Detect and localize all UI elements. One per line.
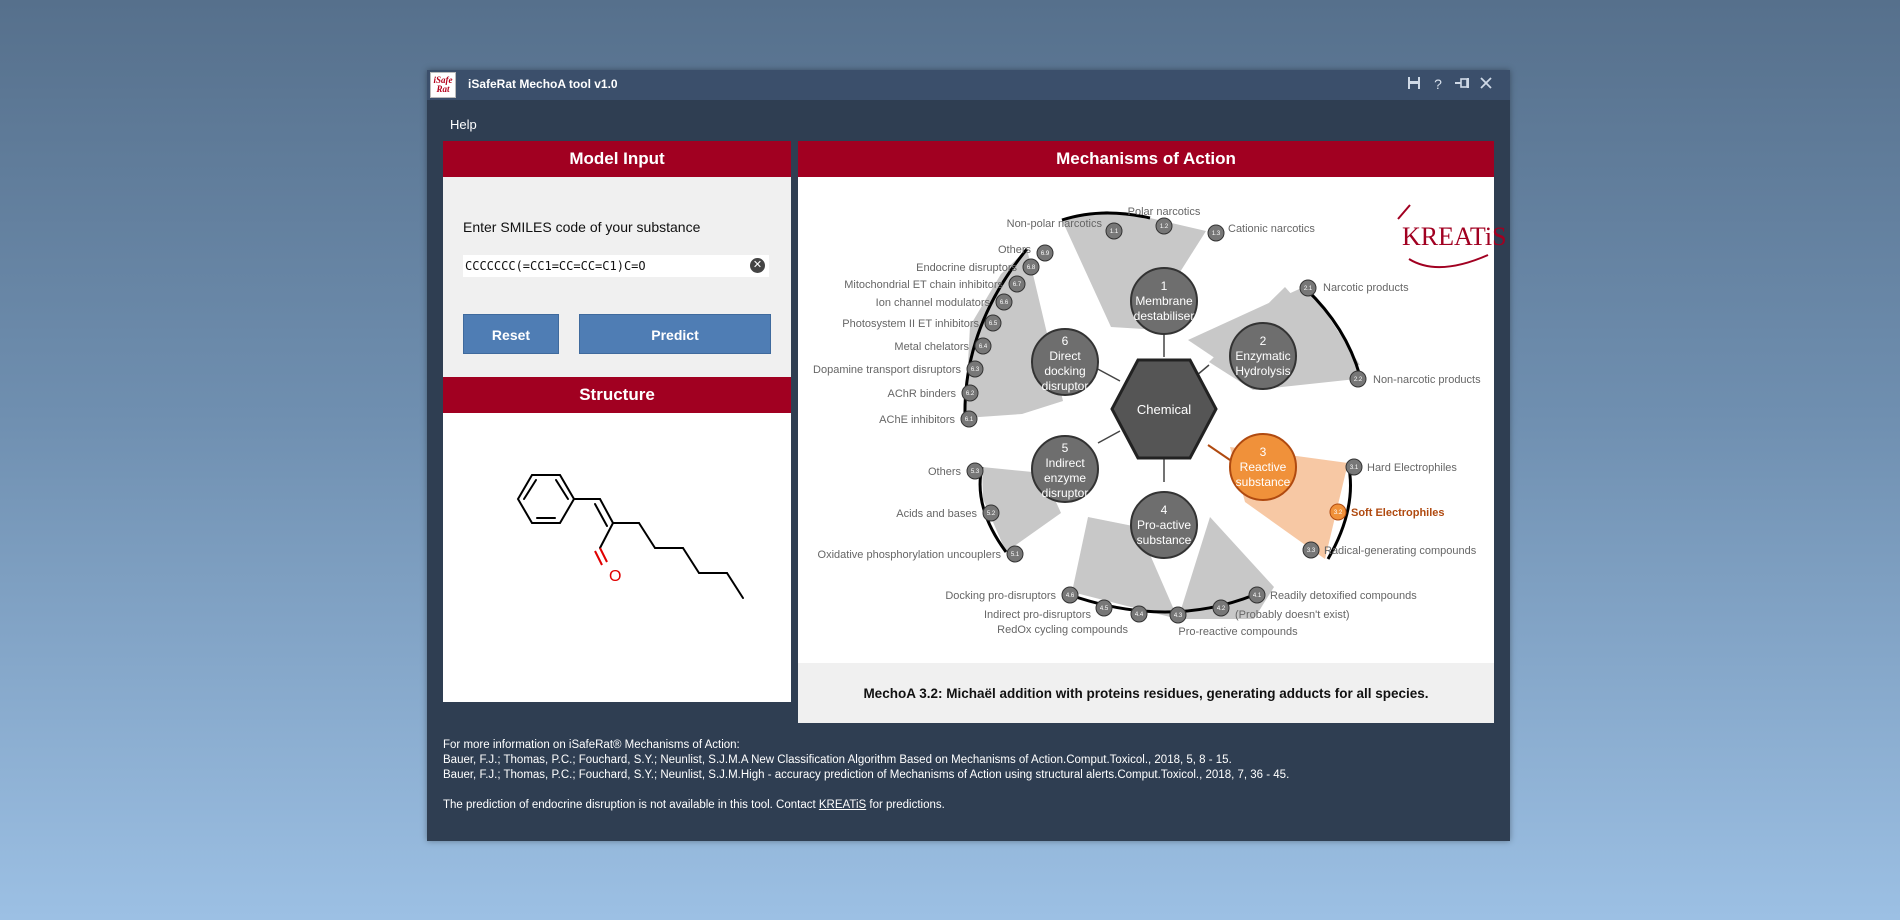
group-2-line2: Hydrolysis <box>1235 364 1291 378</box>
label-2-1: Narcotic products <box>1323 282 1409 294</box>
group-4-number: 4 <box>1160 503 1168 517</box>
group-5-line1: Indirect <box>1045 456 1085 470</box>
group-4[interactable] <box>1131 492 1197 558</box>
group-1[interactable] <box>1131 268 1197 334</box>
svg-text:4.5: 4.5 <box>1099 606 1109 612</box>
group-6-line2: docking <box>1044 364 1086 378</box>
badge-6-7[interactable] <box>1009 276 1025 292</box>
moa-header: Mechanisms of Action <box>798 141 1494 177</box>
group-6-line1: Direct <box>1049 349 1081 363</box>
group-6-line3: disruptor <box>1041 379 1089 393</box>
kreatis-logo <box>1398 205 1507 267</box>
ring-double-bond-1 <box>524 480 536 499</box>
svg-text:4.1: 4.1 <box>1252 593 1262 599</box>
svg-text:3.1: 3.1 <box>1349 465 1359 471</box>
footer-line-3: Bauer, F.J.; Thomas, P.C.; Fouchard, S.Y.; Neunlist, S.J.M.High - accuracy prediction of Mechanisms of Action using structural alerts.Comput.Toxicol., 2018, 7, 36 - 45. <box>443 769 1290 781</box>
badge-6-5[interactable] <box>985 315 1001 331</box>
label-6-5: Photosystem II ET inhibitors <box>842 318 979 330</box>
badge-4-2[interactable] <box>1213 600 1229 616</box>
svg-text:6.7: 6.7 <box>1012 282 1022 288</box>
svg-text:4.4: 4.4 <box>1134 612 1144 618</box>
footer-references <box>443 738 1289 813</box>
bond-chain-2 <box>639 523 655 548</box>
group-2-number: 2 <box>1259 334 1267 348</box>
bond-vinyl-double <box>600 499 613 523</box>
badge-5-2[interactable] <box>983 505 999 521</box>
badge-6-4[interactable] <box>975 338 991 354</box>
label-2-2: Non-narcotic products <box>1373 374 1481 386</box>
smiles-label: Enter SMILES code of your substance <box>463 219 701 235</box>
mechoa-caption-bar <box>798 663 1494 723</box>
label-3-1: Hard Electrophiles <box>1367 462 1457 474</box>
svg-text:5.3: 5.3 <box>970 469 980 475</box>
bond-carbonyl-2 <box>595 551 602 565</box>
badge-4-4[interactable] <box>1131 606 1147 622</box>
svg-text:2.2: 2.2 <box>1353 377 1363 383</box>
label-4-1: Readily detoxified compounds <box>1270 590 1417 602</box>
badge-6-1[interactable] <box>961 411 977 427</box>
group-3-line2: substance <box>1235 475 1291 489</box>
footer-line-4-pre: The prediction of endocrine disruption is not available in this tool. Contact <box>443 799 819 811</box>
app-logo <box>430 72 456 98</box>
label-6-1: AChE inhibitors <box>879 414 955 426</box>
group-1-line2: destabiliser <box>1133 309 1195 323</box>
footer-line-4 <box>443 798 1289 813</box>
svg-text:1.2: 1.2 <box>1159 224 1169 230</box>
help-icon[interactable]: ? <box>1434 76 1442 92</box>
badge-1-3[interactable] <box>1208 225 1224 241</box>
close-icon[interactable] <box>1478 76 1494 92</box>
label-6-4: Metal chelators <box>894 341 969 353</box>
label-5-2: Acids and bases <box>896 508 977 520</box>
label-1-1: Non-polar narcotics <box>1006 218 1102 230</box>
group-4-line2: substance <box>1136 533 1192 547</box>
bond-chain-4 <box>683 548 699 573</box>
link-5 <box>1098 431 1120 443</box>
label-6-9: Others <box>997 244 1031 256</box>
group-3[interactable] <box>1230 434 1296 500</box>
badge-6-2[interactable] <box>962 385 978 401</box>
svg-text:6.6: 6.6 <box>999 300 1009 306</box>
group-3-line1: Reactive <box>1239 460 1287 474</box>
svg-text:4.6: 4.6 <box>1065 593 1075 599</box>
footer-line-1: For more information on iSafeRat® Mechanisms of Action: <box>443 739 740 751</box>
group-5-line3: disruptor <box>1041 486 1089 500</box>
model-input-header: Model Input <box>443 141 791 177</box>
label-6-8: Endocrine disruptors <box>916 262 1017 274</box>
model-input-area <box>443 177 791 377</box>
badge-6-3[interactable] <box>967 361 983 377</box>
svg-text:5.1: 5.1 <box>1010 552 1020 558</box>
label-5-1: Oxidative phosphorylation uncouplers <box>817 549 1001 561</box>
bond-carbonyl-1 <box>600 548 607 562</box>
badge-4-1[interactable] <box>1249 587 1265 603</box>
left-panel <box>443 141 791 702</box>
svg-text:6.3: 6.3 <box>970 367 980 373</box>
logo-text-1: iSafe <box>433 75 453 85</box>
svg-text:6.5: 6.5 <box>988 321 998 327</box>
window-title: iSafeRat MechoA tool v1.0 <box>468 77 618 91</box>
group-2[interactable] <box>1230 323 1296 389</box>
badge-4-6[interactable] <box>1062 587 1078 603</box>
badge-3-1[interactable] <box>1346 459 1362 475</box>
title-bar <box>427 70 1510 100</box>
svg-text:3.3: 3.3 <box>1306 548 1316 554</box>
badge-6-8[interactable] <box>1023 259 1039 275</box>
label-6-6: Ion channel modulators <box>875 297 990 309</box>
predict-button[interactable]: Predict <box>579 314 771 354</box>
svg-text:6.2: 6.2 <box>965 391 975 397</box>
group-2-line1: Enzymatic <box>1235 349 1291 363</box>
svg-text:4.3: 4.3 <box>1173 613 1183 619</box>
smiles-field <box>463 255 769 277</box>
label-3-3: Radical-generating compounds <box>1324 545 1477 557</box>
badge-1-2[interactable] <box>1156 218 1172 234</box>
label-3-2: Soft Electrophiles <box>1351 507 1445 519</box>
label-4-5: Indirect pro-disruptors <box>984 609 1091 621</box>
badge-6-6[interactable] <box>996 294 1012 310</box>
label-6-7: Mitochondrial ET chain inhibitors <box>844 279 1003 291</box>
svg-text:6.8: 6.8 <box>1026 265 1036 271</box>
footer-spacer <box>443 783 1289 798</box>
badge-3-3[interactable] <box>1303 542 1319 558</box>
group-1-number: 1 <box>1160 279 1168 293</box>
group-1-line1: Membrane <box>1135 294 1193 308</box>
structure-header: Structure <box>443 377 791 413</box>
oxygen-atom-label: O <box>609 568 622 585</box>
badge-2-2[interactable] <box>1350 371 1366 387</box>
badge-3-2[interactable] <box>1330 504 1346 520</box>
label-1-2: Polar narcotics <box>1127 206 1201 218</box>
save-icon[interactable] <box>1406 76 1422 92</box>
mechoa-caption: MechoA 3.2: Michaël addition with proteins residues, generating adducts for all species. <box>863 686 1429 701</box>
group-3-number: 3 <box>1259 445 1267 459</box>
menu-bar <box>450 116 477 134</box>
group-6-number: 6 <box>1061 334 1069 348</box>
group-5-line2: enzyme <box>1043 471 1087 485</box>
svg-text:6.4: 6.4 <box>978 344 988 350</box>
footer-line-2: Bauer, F.J.; Thomas, P.C.; Fouchard, S.Y.; Neunlist, S.J.M.A New Classification Algorithm Based on Mechanisms of Action.Comput.Toxicol., 2018, 5, 8 - 15. <box>443 754 1232 766</box>
logo-text-2: Rat <box>436 84 450 94</box>
label-4-6: Docking pro-disruptors <box>945 590 1056 602</box>
badge-5-3[interactable] <box>967 463 983 479</box>
badge-4-5[interactable] <box>1096 600 1112 616</box>
pin-icon[interactable] <box>1454 76 1470 92</box>
group-6[interactable] <box>1032 329 1098 395</box>
group-4-line1: Pro-active <box>1136 518 1192 532</box>
menu-help[interactable]: Help <box>450 117 477 132</box>
group-5[interactable] <box>1032 436 1098 502</box>
ring-double-bond-2 <box>556 480 568 499</box>
structure-view <box>443 413 791 702</box>
svg-text:2.1: 2.1 <box>1303 286 1313 292</box>
benzene-ring <box>518 475 574 523</box>
label-4-2: (Probably doesn't exist) <box>1235 609 1350 621</box>
molecule-drawing <box>443 413 791 702</box>
badge-6-9[interactable] <box>1037 245 1053 261</box>
smiles-input[interactable] <box>465 255 735 277</box>
app-window <box>427 70 1510 841</box>
kreatis-logo-text: KREATiS <box>1402 222 1507 251</box>
right-panel <box>798 141 1507 702</box>
label-4-3: Pro-reactive compounds <box>1178 626 1298 638</box>
chemical-label: Chemical <box>1136 402 1192 417</box>
footer-line-4-post: for predictions. <box>866 799 945 811</box>
badge-5-1[interactable] <box>1007 546 1023 562</box>
svg-text:1.1: 1.1 <box>1109 229 1119 235</box>
badge-2-1[interactable] <box>1300 280 1316 296</box>
svg-text:3.2: 3.2 <box>1333 510 1343 516</box>
svg-text:6.1: 6.1 <box>964 417 974 423</box>
moa-diagram <box>798 177 1507 663</box>
badge-1-1[interactable] <box>1106 223 1122 239</box>
badge-4-3[interactable] <box>1170 607 1186 623</box>
label-6-3: Dopamine transport disruptors <box>813 364 961 376</box>
svg-text:4.2: 4.2 <box>1216 606 1226 612</box>
reset-button[interactable]: Reset <box>463 314 559 354</box>
title-icons <box>1406 76 1494 92</box>
svg-text:1.3: 1.3 <box>1211 231 1221 237</box>
moa-diagram-area <box>798 177 1507 663</box>
link-3 <box>1208 445 1230 460</box>
label-4-4: RedOx cycling compounds <box>997 624 1128 636</box>
svg-text:5.2: 5.2 <box>986 511 996 517</box>
bond-chain-6 <box>727 573 743 598</box>
group-5-number: 5 <box>1061 441 1069 455</box>
label-1-3: Cationic narcotics <box>1228 223 1315 235</box>
svg-text:6.9: 6.9 <box>1040 251 1050 257</box>
label-5-3: Others <box>927 466 961 478</box>
kreatis-link[interactable]: KREATiS <box>818 799 867 811</box>
label-6-2: AChR binders <box>887 388 956 400</box>
clear-icon[interactable]: ✕ <box>750 258 765 273</box>
